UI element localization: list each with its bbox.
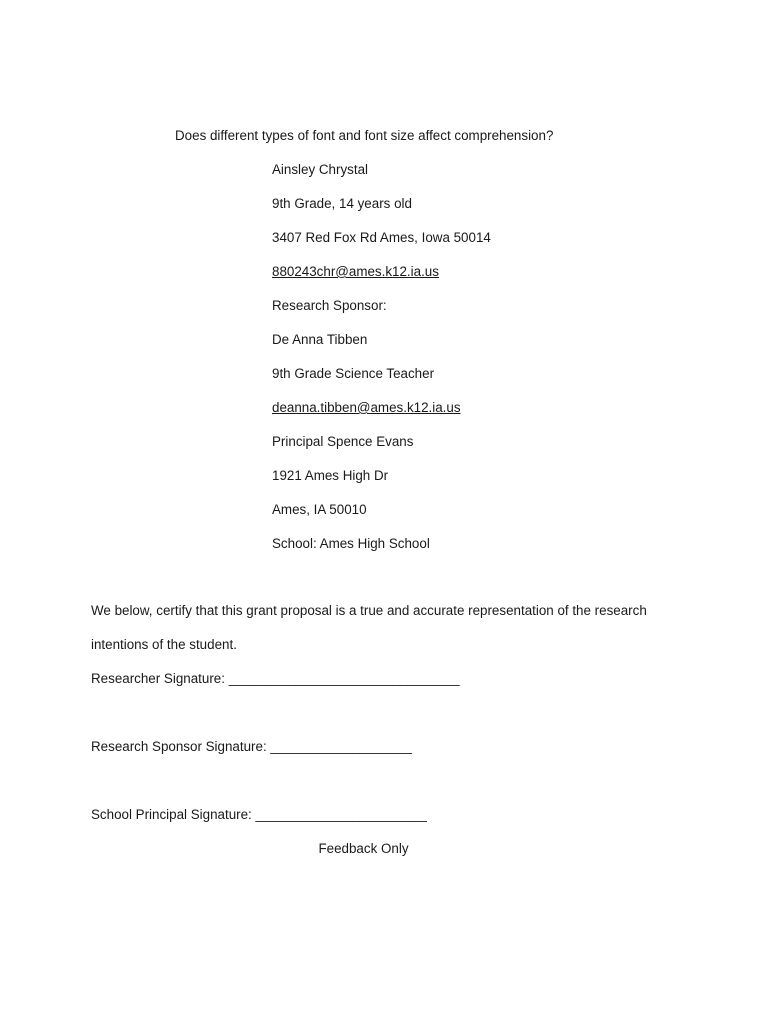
sponsor-signature-line: Research Sponsor Signature: ___________________ — [91, 739, 412, 754]
student-grade-age: 9th Grade, 14 years old — [272, 196, 412, 211]
principal-name: Principal Spence Evans — [272, 434, 414, 449]
student-name: Ainsley Chrystal — [272, 162, 368, 177]
sponsor-heading: Research Sponsor: — [272, 298, 387, 313]
student-email-container — [272, 264, 439, 280]
principal-signature-line: School Principal Signature: _______________________ — [91, 807, 427, 822]
principal-city: Ames, IA 50010 — [272, 502, 367, 517]
certification-line-1: We below, certify that this grant proposal is a true and accurate representation of the research — [91, 603, 647, 618]
certification-line-2: intentions of the student. — [91, 637, 237, 652]
student-address: 3407 Red Fox Rd Ames, Iowa 50014 — [272, 230, 491, 245]
sponsor-email-container — [272, 400, 461, 416]
sponsor-name: De Anna Tibben — [272, 332, 368, 347]
researcher-signature-line: Researcher Signature: _______________________________ — [91, 671, 460, 686]
sponsor-role: 9th Grade Science Teacher — [272, 366, 435, 381]
feedback-note: Feedback Only — [318, 841, 409, 856]
school-name: School: Ames High School — [272, 536, 430, 551]
principal-street: 1921 Ames High Dr — [272, 468, 389, 483]
document-title: Does different types of font and font size affect comprehension? — [175, 128, 554, 143]
student-email-link[interactable]: 880243chr@ames.k12.ia.us — [272, 264, 439, 279]
sponsor-email-link[interactable]: deanna.tibben@ames.k12.ia.us — [272, 400, 461, 415]
